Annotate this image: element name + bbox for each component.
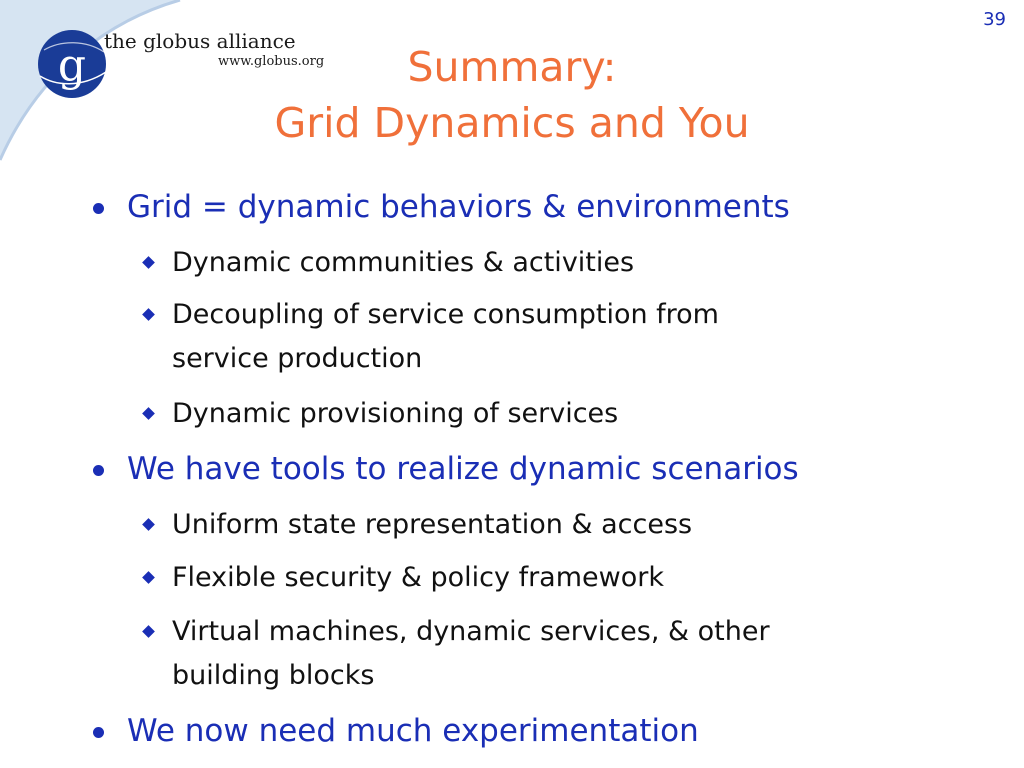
diamond-bullet-icon [142, 571, 155, 584]
bullet-text: We have tools to realize dynamic scenarios [127, 451, 799, 487]
bullet-item [127, 451, 799, 487]
diamond-bullet-icon [142, 518, 155, 531]
sub-bullet-text: Dynamic communities & activities [172, 247, 635, 278]
sub-bullet-item [172, 564, 664, 591]
sub-bullet-text: Uniform state representation & access [172, 509, 693, 540]
bullet-dot-icon [93, 727, 104, 738]
sub-bullet-item [172, 249, 634, 276]
sub-bullet-text: Flexible security & policy framework [172, 562, 664, 593]
sub-bullet-item [172, 400, 618, 427]
sub-bullet-text-cont: building blocks [172, 660, 375, 691]
sub-bullet-item [172, 301, 719, 372]
sub-bullet-item [172, 511, 692, 538]
slide-title-line1: Summary: [407, 43, 617, 91]
sub-bullet-text: Virtual machines, dynamic services, & other [172, 616, 770, 647]
logo-url: www.globus.org [218, 54, 325, 69]
diamond-bullet-icon [142, 308, 155, 321]
logo-name: the globus alliance [104, 29, 296, 53]
slide-title-line2: Grid Dynamics and You [274, 99, 750, 147]
diamond-bullet-icon [142, 407, 155, 420]
logo-letter: g [57, 40, 87, 91]
bullet-item [127, 713, 699, 749]
globus-logo-icon [36, 26, 108, 102]
sub-bullet-text: Decoupling of service consumption from [172, 299, 719, 330]
bullet-text: We now need much experimentation [127, 713, 699, 749]
sub-bullet-item [172, 618, 770, 689]
bullet-item [127, 189, 790, 225]
bullet-text: Grid = dynamic behaviors & environments [127, 189, 790, 225]
bullet-dot-icon [93, 203, 104, 214]
diamond-bullet-icon [142, 625, 155, 638]
bullet-dot-icon [93, 465, 104, 476]
sub-bullet-text-cont: service production [172, 343, 423, 374]
diamond-bullet-icon [142, 256, 155, 269]
page-number: 39 [983, 9, 1006, 30]
sub-bullet-text: Dynamic provisioning of services [172, 398, 619, 429]
